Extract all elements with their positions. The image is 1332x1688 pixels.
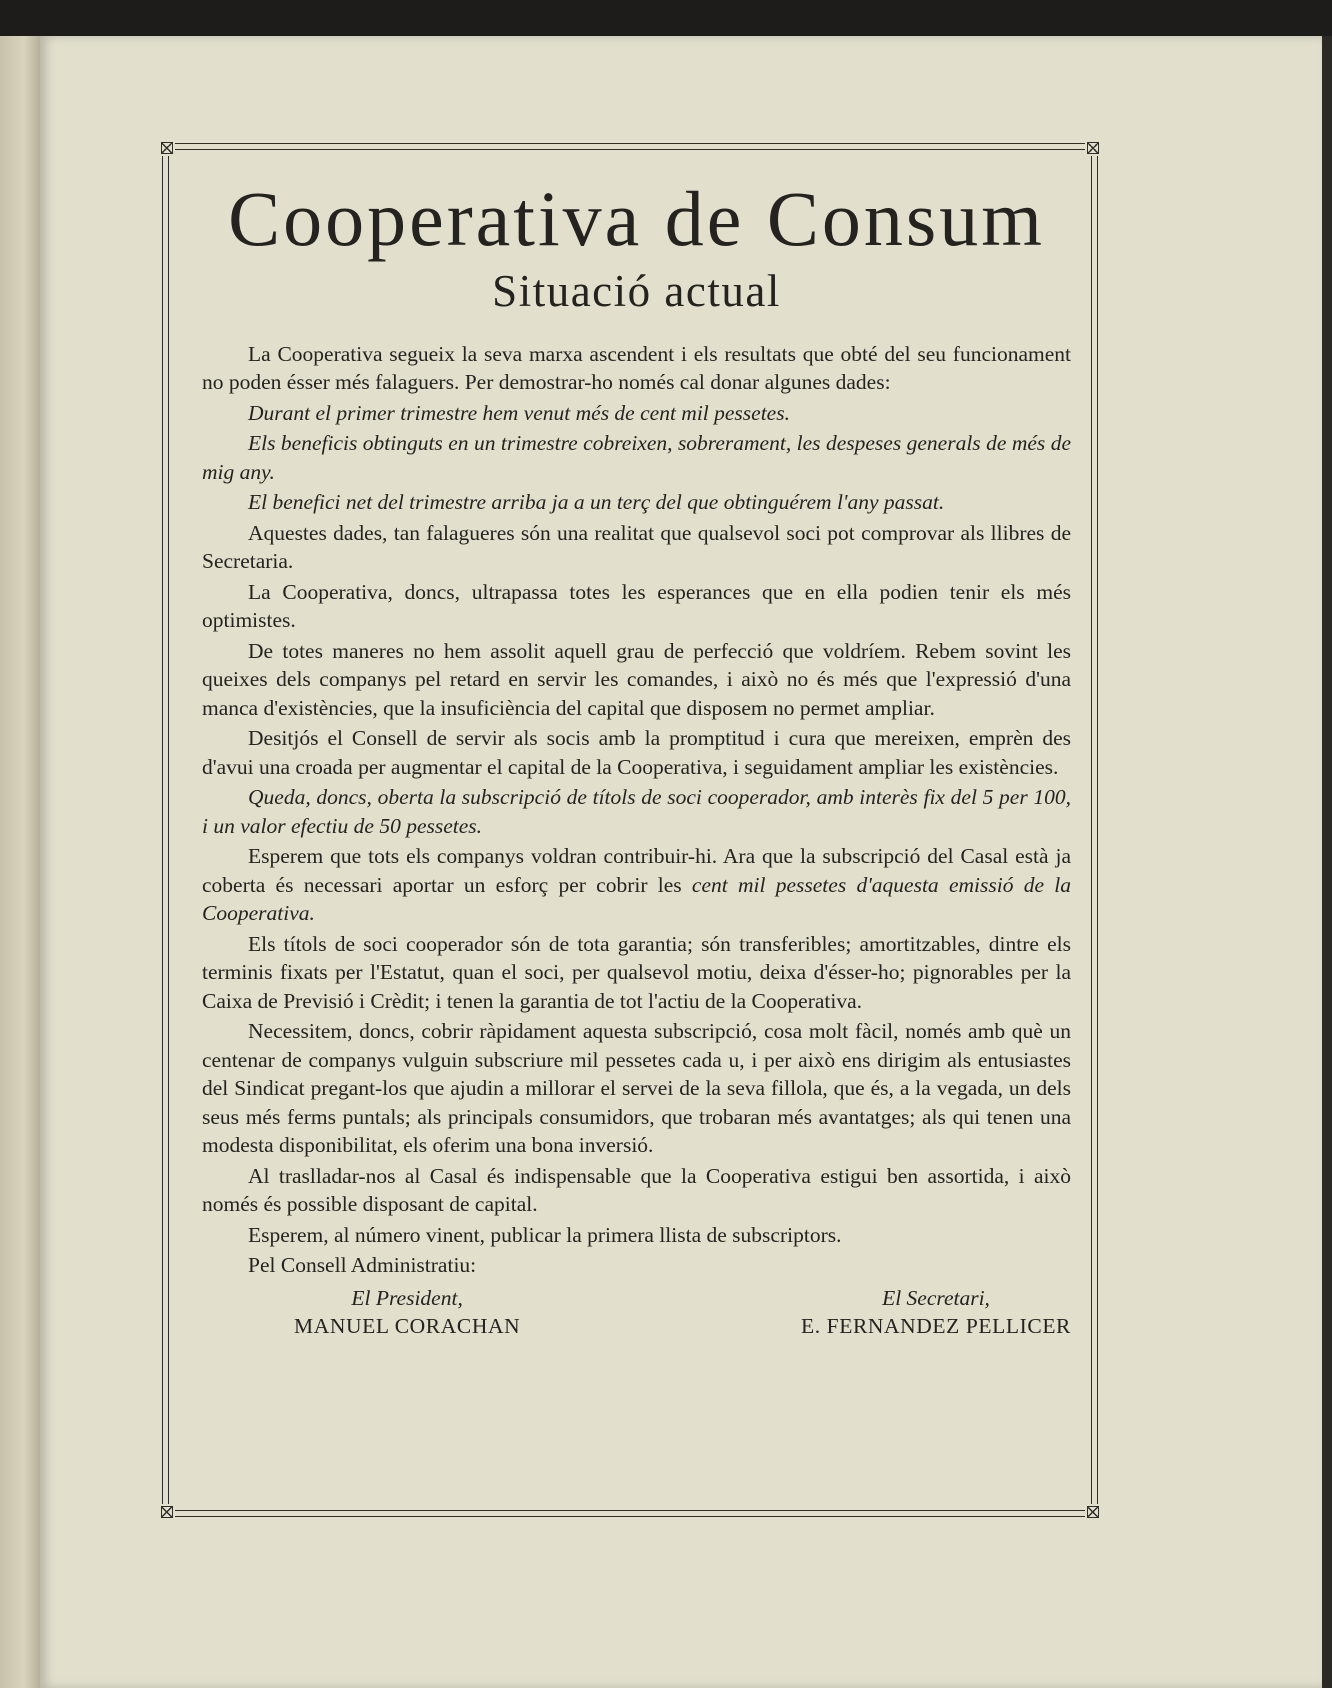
facing-page-edge: [0, 36, 40, 1688]
paragraph-next-issue: Esperem, al número vinent, publicar la primera llista de subscriptors.: [248, 1222, 842, 1247]
paragraph-fact-net: El benefici net del trimestre arriba ja a un terç del que obtinguérem l'any passat.: [248, 490, 945, 515]
frame-bottom-rule: [175, 1510, 1085, 1517]
paragraph-shortcomings: De totes maneres no hem assolit aquell grau de perfecció que voldríem. Rebem sovint les queixes dels companys pel retard en servir les comandes, i això no és més que l'expressió d'una manca d'existències, que la insuficiència del capital que disposem no permet ampliar.: [202, 638, 1071, 720]
signatures: [202, 1284, 1071, 1341]
secretary-name: E. FERNANDEZ PELLICER: [801, 1314, 1071, 1339]
paragraph-contribute-italic: cent mil pessetes d'aquesta emissió de la Cooperativa.: [202, 872, 1071, 926]
article-title: Cooperativa de Consum: [228, 175, 1045, 262]
president-name: MANUEL CORACHAN: [294, 1314, 521, 1339]
page-right-edge: [1322, 36, 1332, 1688]
paragraph-contribute: [202, 842, 1071, 928]
article-subtitle: Situació actual: [492, 266, 781, 316]
frame-left-rule: [162, 156, 169, 1504]
corner-ornament-icon: [161, 1506, 173, 1518]
paragraph-intro: La Cooperativa segueix la seva marxa ascendent i els resultats que obté del seu funcionament no poden ésser més falaguers. Per demostrar-ho només cal donar algunes dades:: [202, 341, 1071, 395]
paragraph-council: Pel Consell Administratiu:: [248, 1253, 477, 1278]
paragraph-subscription: Queda, doncs, oberta la subscripció de títols de soci cooperador, amb interès fix del 5 per 100, i un valor efectiu de 50 pessetes.: [202, 785, 1071, 838]
signature-president: [294, 1284, 520, 1341]
paragraph-expectations: La Cooperativa, doncs, ultrapassa totes les esperances que en ella podien tenir els més optimistes.: [202, 579, 1071, 633]
president-role: El President,: [351, 1285, 463, 1310]
corner-ornament-icon: [1087, 1506, 1099, 1518]
paragraph-campaign: Desitjós el Consell de servir als socis amb la promptitud i cura que mereixen, emprèn des d'avui una croada per augmentar el capital de la Cooperativa, i seguidament ampliar les existències.: [202, 726, 1071, 779]
paragraph-fact-benefits: Els beneficis obtinguts en un trimestre cobreixen, sobrerament, les despeses generals de més de mig any.: [202, 431, 1071, 484]
article-body: [202, 175, 1071, 1341]
article-frame: [161, 142, 1099, 1518]
paragraph-casal: Al traslladar-nos al Casal és indispensable que la Cooperativa estigui ben assortida, i això només és possible disposant de capital.: [202, 1163, 1071, 1217]
paragraph-verification: Aquestes dades, tan falagueres són una realitat que qualsevol soci pot comprovar als llibres de Secretaria.: [202, 520, 1071, 574]
secretary-role: El Secretari,: [882, 1285, 990, 1310]
paragraph-guarantees: Els títols de soci cooperador són de tota garantia; són transferibles; amortitzables, dintre els terminis fixats per l'Estatut, quan el soci, per qualsevol motiu, deixa d'ésser-ho; pignorables per la Caixa de Previsió i Crèdit; i tenen la garantia de tot l'actiu de la Cooperativa.: [202, 931, 1071, 1013]
paragraph-fact-sales: Durant el primer trimestre hem venut més de cent mil pessetes.: [248, 400, 790, 425]
corner-ornament-icon: [161, 142, 173, 154]
frame-top-rule: [175, 143, 1085, 150]
signature-secretary: [801, 1284, 1071, 1341]
paragraph-contribute-text: Esperem que tots els companys voldran contribuir-hi. Ara que la subscripció del Casal està ja coberta és necessari aportar un esforç per cobrir les: [202, 844, 1071, 897]
paragraph-appeal: Necessitem, doncs, cobrir ràpidament aquesta subscripció, cosa molt fàcil, només amb què un centenar de companys vulguin subscriure mil pessetes cada u, i per això ens dirigim als entusiastes del Sindicat pregant-los que ajudin a millorar el servei de la seva fillola, que és, a la vegada, un dels seus més ferms puntals; als principals consumidors, que trobaran més avantatges; als qui tenen una modesta disponibilitat, els oferim una bona inversió.: [202, 1019, 1071, 1158]
corner-ornament-icon: [1087, 142, 1099, 154]
frame-right-rule: [1091, 156, 1098, 1504]
